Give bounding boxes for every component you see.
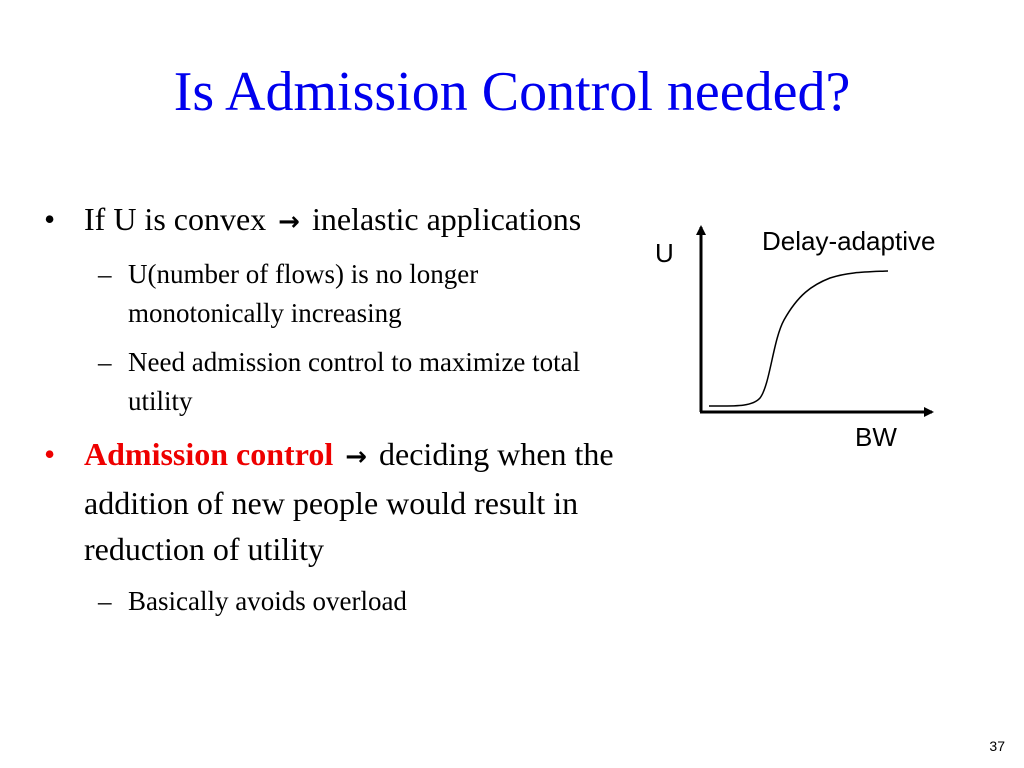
bullet-dot: • [44,201,56,237]
dash-marker: – [98,586,112,616]
sub-bullet-text: Basically avoids overload [128,586,407,616]
sub-bullet-item [40,255,620,333]
bullet-item [40,196,620,245]
dash-marker: – [98,259,112,289]
sub-bullet-text: U(number of flows) is no longer monotonically increasing [128,259,479,328]
curve-label: Delay-adaptive [762,226,936,256]
emphasis-text: Admission control [84,436,334,472]
slide-title: Is Admission Control needed? [173,61,851,123]
sub-bullet-item [40,582,620,621]
dash-marker: – [98,347,112,377]
utility-curve [709,271,888,406]
bullet-text: inelastic applications [311,201,582,237]
bullet-text: deciding when the addition of new people would result in reduction of utility [84,436,614,567]
sub-bullet-item [40,343,620,421]
right-arrow-icon: → [278,207,300,237]
y-axis-label: U [655,238,674,268]
slide-number: 37 [989,738,1005,754]
sub-bullet-text: Need admission control to maximize total utility [128,347,581,416]
bullet-text: If U is convex [84,201,267,237]
bullet-dot: • [44,436,56,472]
right-arrow-icon: → [345,442,368,472]
bullet-item [40,431,620,572]
bullet-list [40,196,620,621]
utility-curve-diagram [640,210,1020,470]
x-axis-label: BW [855,422,897,452]
